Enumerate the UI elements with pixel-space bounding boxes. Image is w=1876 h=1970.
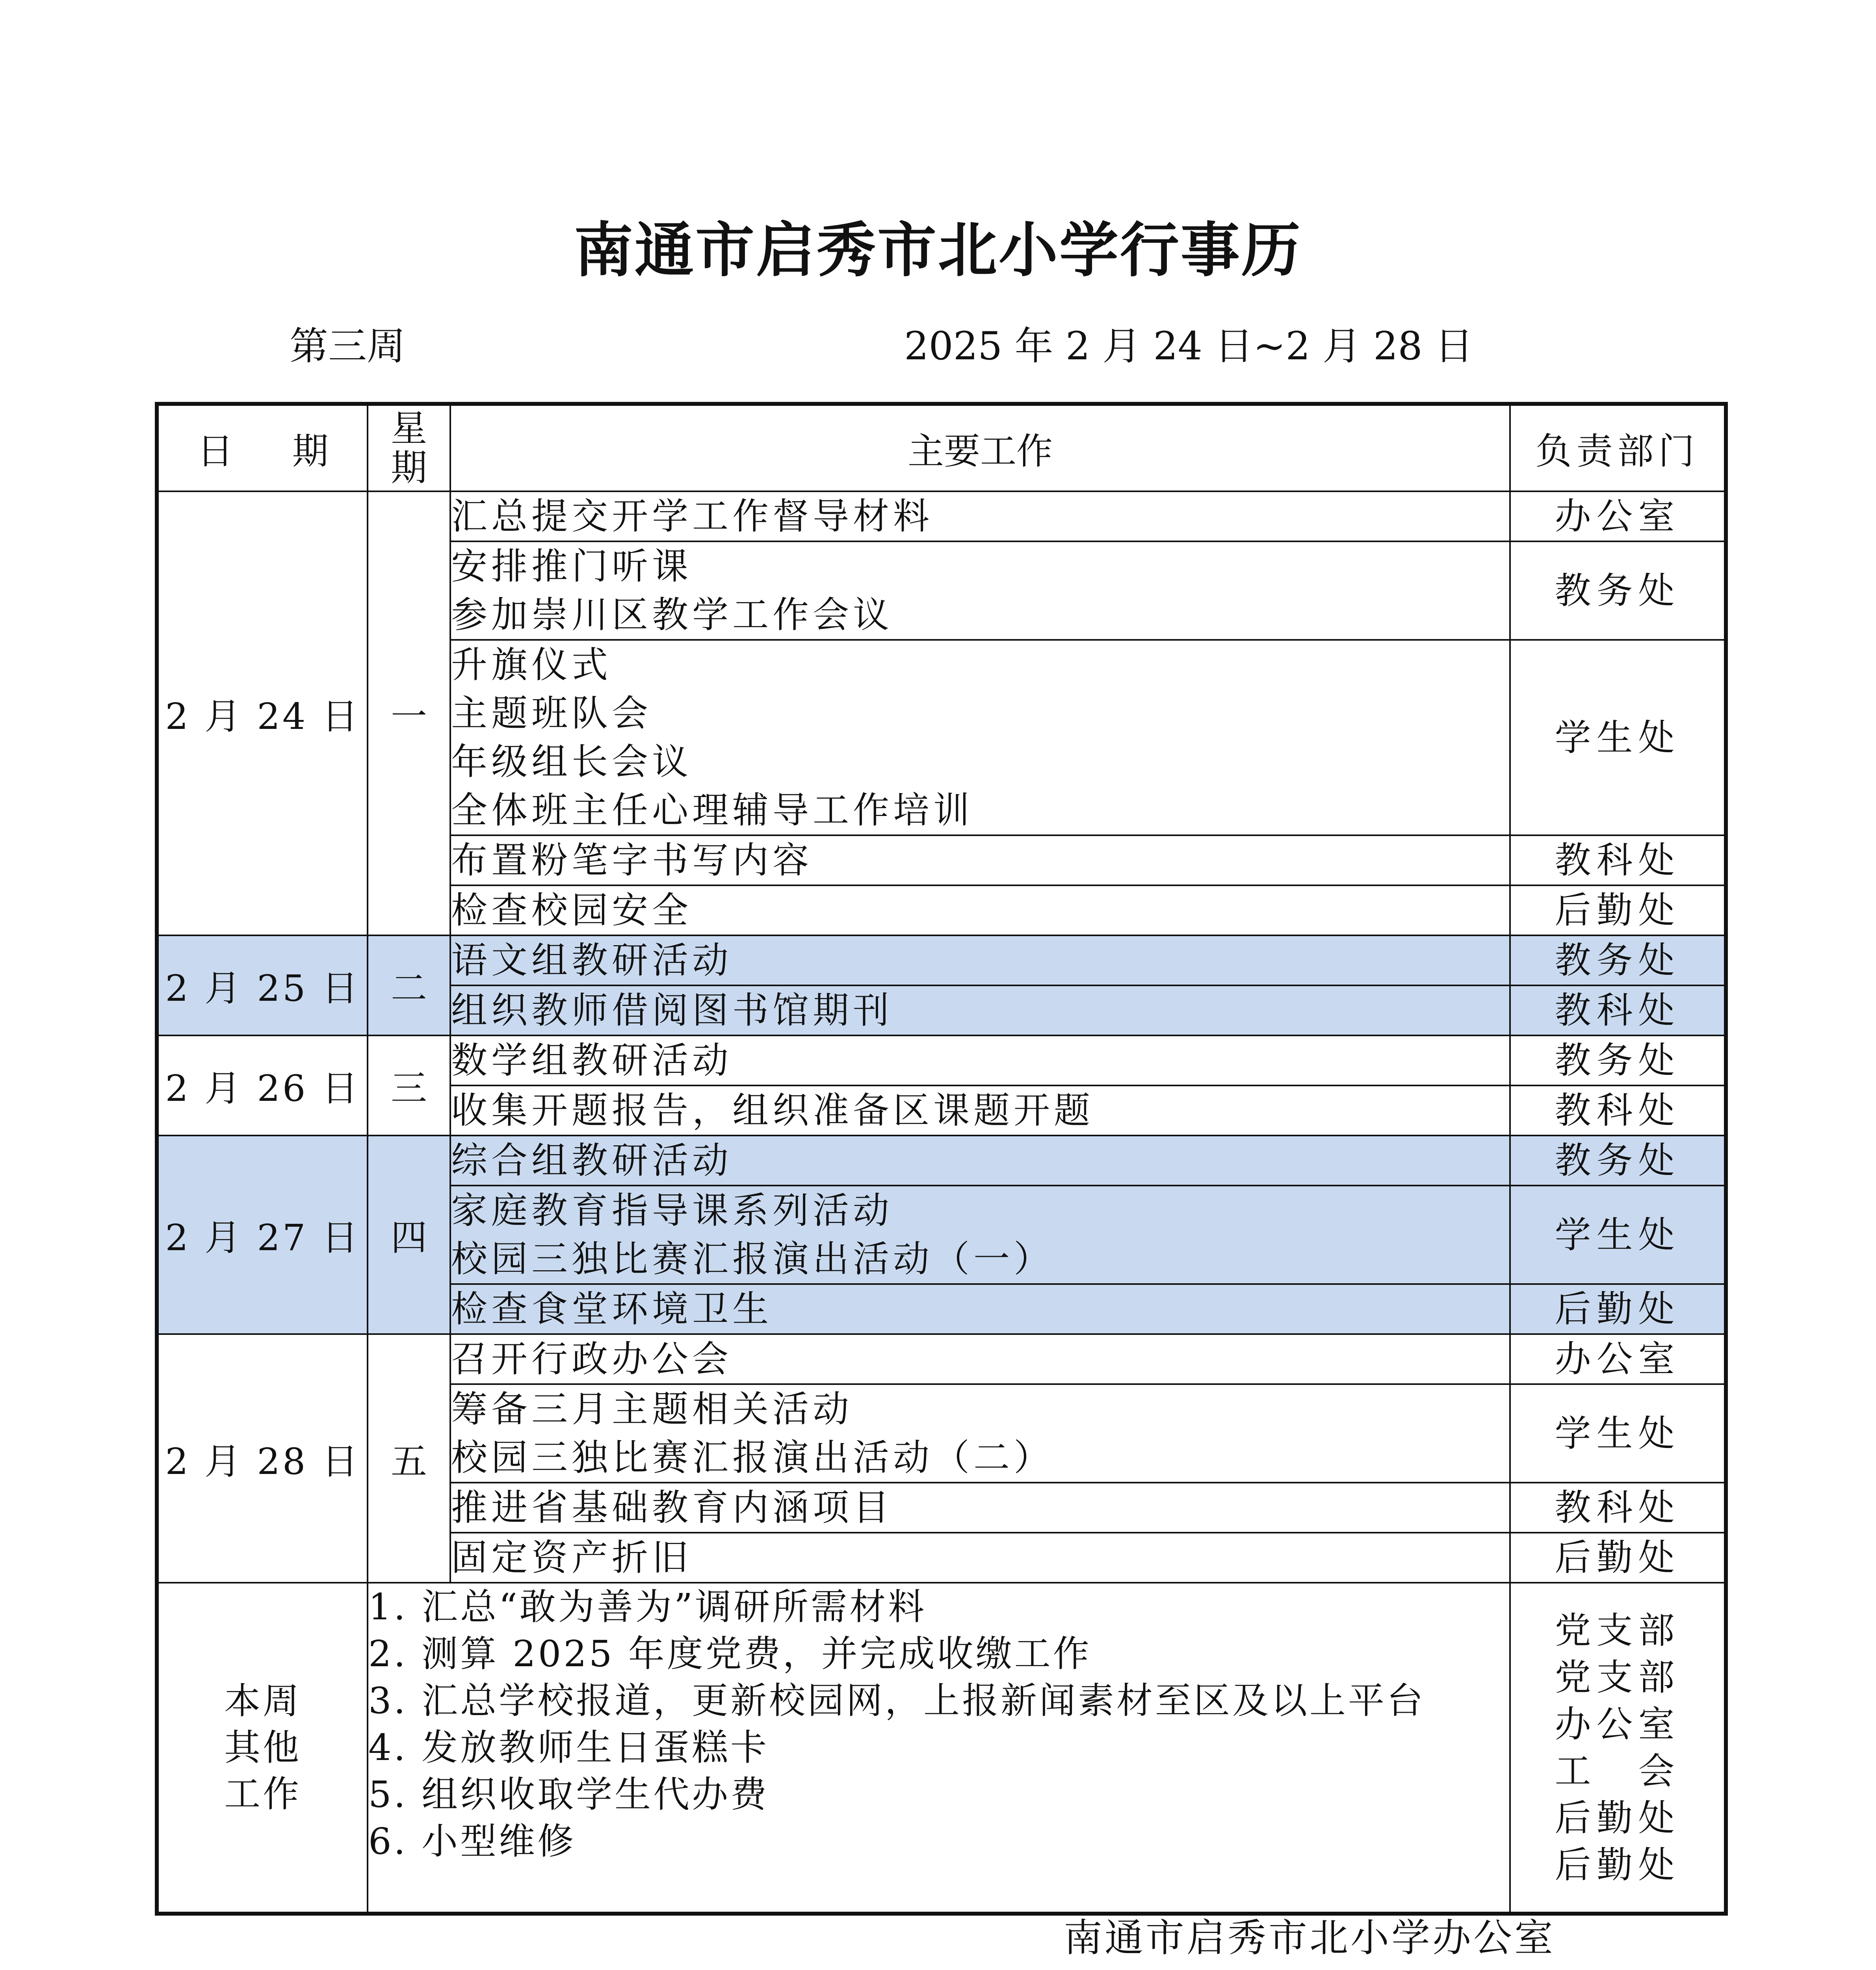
work-line: 主题班队会 (451, 692, 652, 734)
work-line: 全体班主任心理辅导工作培训 (451, 789, 974, 831)
dept-label: 教科处 (1555, 839, 1680, 881)
other-work-item: 6. 小型维修 (368, 1820, 576, 1862)
schedule-row (157, 1035, 1726, 1085)
work-line: 升旗仪式 (451, 644, 612, 686)
dept-label: 教科处 (1555, 1089, 1680, 1132)
work-item (450, 1334, 1510, 1384)
header-weekday-line2: 期 (390, 446, 427, 489)
dept-label: 后勤处 (1555, 1537, 1680, 1579)
work-line: 数学组教研活动 (451, 1039, 733, 1082)
work-item (450, 835, 1510, 885)
other-dept-item: 工 会 (1555, 1750, 1680, 1792)
work-dept (1510, 491, 1726, 541)
schedule-table (155, 402, 1728, 1916)
other-work-label (157, 1583, 368, 1914)
work-item (450, 1085, 1510, 1136)
other-work-item: 2. 测算 2025 年度党费，并完成收缴工作 (368, 1633, 1092, 1675)
header-weekday-line1: 星 (390, 407, 427, 450)
schedule-body (157, 491, 1726, 1583)
work-dept (1510, 1533, 1726, 1583)
work-line: 家庭教育指导课系列活动 (451, 1189, 893, 1232)
other-dept-item: 办公室 (1555, 1703, 1680, 1745)
dept-label: 教务处 (1555, 1039, 1680, 1082)
work-line: 固定资产折旧 (451, 1537, 693, 1579)
work-line: 组织教师借阅图书馆期刊 (451, 989, 893, 1031)
schedule-row (157, 491, 1726, 541)
work-item (450, 491, 1510, 541)
work-item (450, 885, 1510, 935)
page-title: 南通市启秀市北小学行事历 (574, 216, 1302, 285)
other-work-item: 1. 汇总“敢为善为”调研所需材料 (368, 1586, 927, 1628)
other-work-item: 5. 组织收取学生代办费 (368, 1773, 769, 1816)
work-line: 召开行政办公会 (451, 1338, 733, 1380)
footer-signature: 南通市启秀市北小学办公室 (1064, 1916, 1556, 1961)
work-line: 布置粉笔字书写内容 (451, 839, 813, 881)
work-item (450, 541, 1510, 640)
work-item (450, 1136, 1510, 1186)
dept-label: 后勤处 (1555, 1288, 1680, 1330)
work-line: 年级组长会议 (451, 741, 693, 783)
work-dept (1510, 935, 1726, 985)
day-weekday: 三 (368, 1035, 450, 1136)
work-line: 校园三独比赛汇报演出活动（二） (451, 1437, 1054, 1479)
work-dept (1510, 985, 1726, 1035)
other-work-item: 3. 汇总学校报道，更新校园网，上报新闻素材至区及以上平台 (368, 1680, 1426, 1722)
dept-label: 教科处 (1555, 1487, 1680, 1529)
work-line: 安排推门听课 (451, 545, 693, 587)
work-line: 收集开题报告，组织准备区课题开题 (451, 1089, 1094, 1132)
header-date: 日 期 (157, 404, 368, 491)
work-line: 检查校园安全 (451, 889, 693, 931)
work-line: 筹备三月主题相关活动 (451, 1388, 853, 1430)
header-weekday (368, 404, 450, 491)
other-dept-item: 党支部 (1555, 1609, 1680, 1652)
other-label-line: 本周 (224, 1680, 301, 1722)
dept-label: 学生处 (1555, 1214, 1680, 1256)
other-dept-item: 后勤处 (1555, 1844, 1680, 1886)
dept-label: 办公室 (1555, 1338, 1680, 1380)
other-work-list (368, 1583, 1510, 1914)
other-dept-item: 后勤处 (1555, 1797, 1680, 1839)
work-line: 语文组教研活动 (451, 939, 733, 981)
work-item (450, 985, 1510, 1035)
work-dept (1510, 1085, 1726, 1136)
work-line: 综合组教研活动 (451, 1139, 733, 1182)
work-line: 推进省基础教育内涵项目 (451, 1487, 893, 1529)
other-work-row (157, 1583, 1726, 1914)
schedule-row (157, 1334, 1726, 1384)
work-item (450, 1035, 1510, 1085)
work-line: 汇总提交开学工作督导材料 (451, 495, 934, 537)
work-item (450, 640, 1510, 835)
schedule-row (157, 935, 1726, 985)
dept-label: 学生处 (1555, 716, 1680, 759)
schedule-row (157, 1136, 1726, 1186)
date-range: 2025 年 2 月 24 日~2 月 28 日 (904, 324, 1473, 369)
day-weekday: 二 (368, 935, 450, 1035)
work-dept (1510, 885, 1726, 935)
other-work-item: 4. 发放教师生日蛋糕卡 (368, 1727, 769, 1769)
work-dept (1510, 1284, 1726, 1334)
work-item (450, 1483, 1510, 1533)
day-date: 2 月 26 日 (157, 1035, 368, 1136)
other-label-line: 其他 (224, 1726, 301, 1769)
dept-label: 学生处 (1555, 1412, 1680, 1455)
dept-label: 教科处 (1555, 989, 1680, 1031)
work-dept (1510, 1384, 1726, 1483)
work-dept (1510, 835, 1726, 885)
dept-label: 后勤处 (1555, 889, 1680, 931)
work-dept (1510, 1483, 1726, 1533)
dept-label: 教务处 (1555, 569, 1680, 612)
day-weekday: 四 (368, 1136, 450, 1334)
work-item (450, 935, 1510, 985)
other-dept-item: 党支部 (1555, 1656, 1680, 1699)
week-label: 第三周 (290, 324, 406, 369)
work-dept (1510, 1334, 1726, 1384)
work-line: 检查食堂环境卫生 (451, 1288, 773, 1330)
day-date: 2 月 24 日 (157, 491, 368, 935)
work-dept (1510, 1136, 1726, 1186)
dept-label: 办公室 (1555, 495, 1680, 537)
work-item (450, 1384, 1510, 1483)
work-dept (1510, 1035, 1726, 1085)
day-date: 2 月 25 日 (157, 935, 368, 1035)
work-dept (1510, 1186, 1726, 1284)
dept-label: 教务处 (1555, 939, 1680, 981)
header-work: 主要工作 (450, 404, 1510, 491)
day-weekday: 一 (368, 491, 450, 935)
dept-label: 教务处 (1555, 1139, 1680, 1182)
work-item (450, 1284, 1510, 1334)
work-dept (1510, 541, 1726, 640)
header-row (157, 404, 1726, 491)
header-dept: 负责部门 (1510, 404, 1726, 491)
day-date: 2 月 27 日 (157, 1136, 368, 1334)
day-weekday: 五 (368, 1334, 450, 1583)
work-dept (1510, 640, 1726, 835)
work-item (450, 1533, 1510, 1583)
work-item (450, 1186, 1510, 1284)
other-dept-list (1510, 1583, 1726, 1914)
other-label-line: 工作 (224, 1773, 301, 1815)
work-line: 校园三独比赛汇报演出活动（一） (451, 1238, 1054, 1280)
day-date: 2 月 28 日 (157, 1334, 368, 1583)
work-line: 参加崇川区教学工作会议 (451, 594, 893, 636)
